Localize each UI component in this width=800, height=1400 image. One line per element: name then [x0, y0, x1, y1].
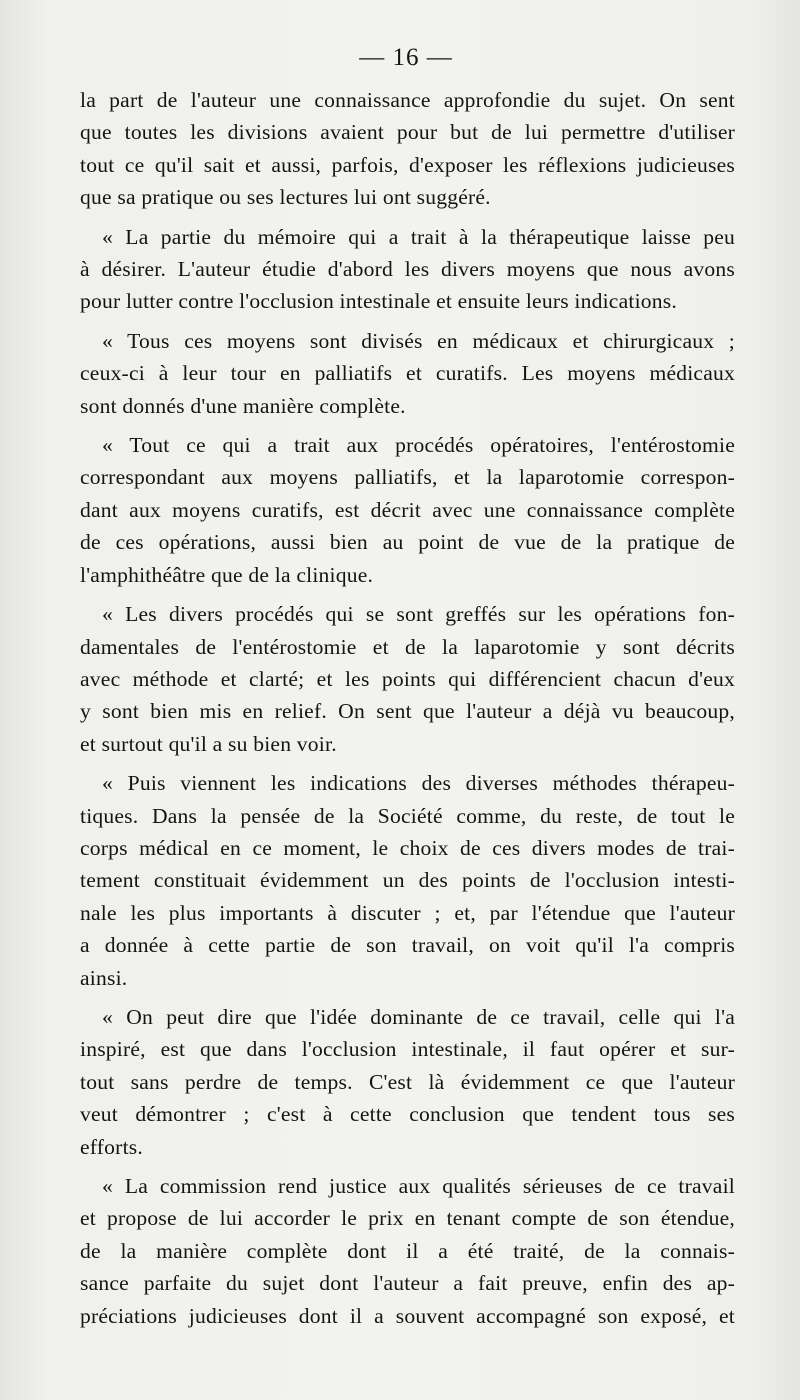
text-line: que sa pratique ou ses lectures lui ont suggéré. [80, 185, 491, 210]
text-line: « La partie du mémoire qui a trait à la thérapeutique laisse peu [102, 224, 735, 249]
text-line: à désirer. L'auteur étudie d'abord les divers moyens que nous avons [80, 257, 735, 282]
text-line: tout sans perdre de temps. C'est là évidemment ce que l'auteur [80, 1069, 735, 1094]
paragraph [80, 767, 735, 994]
paragraph [80, 221, 735, 318]
text-line: correspondant aux moyens palliatifs, et la laparotomie correspon- [80, 465, 735, 490]
text-line: « Tous ces moyens sont divisés en médicaux et chirurgicaux ; [102, 328, 735, 353]
paragraph [80, 1001, 735, 1163]
text-line: et surtout qu'il a su bien voir. [80, 731, 337, 756]
text-line: tement constituait évidemment un des points de l'occlusion intesti- [80, 868, 735, 893]
text-line: sance parfaite du sujet dont l'auteur a fait preuve, enfin des ap- [80, 1271, 735, 1296]
text-line: y sont bien mis en relief. On sent que l'auteur a déjà vu beaucoup, [80, 699, 735, 724]
text-line: sont donnés d'une manière complète. [80, 393, 406, 418]
text-line: l'amphithéâtre que de la clinique. [80, 562, 374, 587]
text-line: dant aux moyens curatifs, est décrit avec une connaissance complète [80, 497, 735, 522]
body-text [80, 84, 735, 1339]
text-line: « Les divers procédés qui se sont greffés sur les opérations fon- [102, 602, 735, 627]
text-line: corps médical en ce moment, le choix de ces divers modes de trai- [80, 835, 735, 860]
text-line: tout ce qu'il sait et aussi, parfois, d'exposer les réflexions judicieuses [80, 152, 735, 177]
paragraph [80, 84, 735, 214]
text-line: de ces opérations, aussi bien au point de vue de la pratique de [80, 530, 735, 555]
text-line: avec méthode et clarté; et les points qui différencient chacun d'eux [80, 666, 735, 691]
paragraph [80, 325, 735, 422]
text-line: inspiré, est que dans l'occlusion intestinale, il faut opérer et sur- [80, 1037, 735, 1062]
paragraph [80, 429, 735, 591]
text-line: « Puis viennent les indications des diverses méthodes thérapeu- [102, 771, 735, 796]
page-number: — 16 — [359, 44, 453, 71]
text-line: « On peut dire que l'idée dominante de ce travail, celle qui l'a [102, 1004, 735, 1029]
text-line: veut démontrer ; c'est à cette conclusion que tendent tous ses [80, 1102, 735, 1127]
text-line: et propose de lui accorder le prix en tenant compte de son étendue, [80, 1206, 735, 1231]
text-line: a donnée à cette partie de son travail, on voit qu'il l'a compris [80, 933, 735, 958]
paragraph [80, 1170, 735, 1332]
text-line: ceux-ci à leur tour en palliatifs et curatifs. Les moyens médicaux [80, 361, 735, 386]
text-line: « Tout ce qui a trait aux procédés opératoires, l'entérostomie [102, 433, 735, 458]
text-line: que toutes les divisions avaient pour but de lui permettre d'utiliser [80, 120, 735, 145]
text-line: ainsi. [80, 965, 128, 990]
text-line: nale les plus importants à discuter ; et, par l'étendue que l'auteur [80, 900, 735, 925]
text-line: tiques. Dans la pensée de la Société comme, du reste, de tout le [80, 803, 735, 828]
text-line: « La commission rend justice aux qualités sérieuses de ce travail [102, 1174, 735, 1198]
paragraph [80, 598, 735, 760]
text-line: pour lutter contre l'occlusion intestinale et ensuite leurs indications. [80, 289, 677, 314]
text-line: damentales de l'entérostomie et de la laparotomie y sont décrits [80, 634, 735, 659]
text-line: de la manière complète dont il a été traité, de la connais- [80, 1238, 735, 1263]
text-line: la part de l'auteur une connaissance approfondie du sujet. On sent [80, 88, 735, 112]
text-line: préciations judicieuses dont il a souvent accompagné son exposé, et [80, 1303, 735, 1328]
text-line: efforts. [80, 1134, 143, 1159]
